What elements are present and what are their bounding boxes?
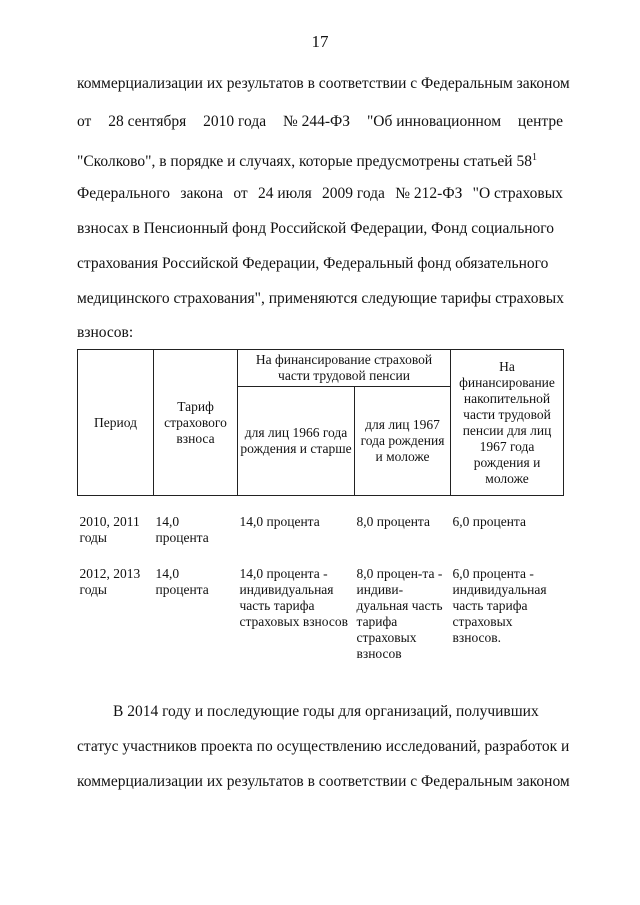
- header-tariff: Тариф страхового взноса: [154, 350, 238, 496]
- text-run: В 2014 году и последующие годы для организаций, получивших: [113, 703, 539, 720]
- intro-line-5: [77, 219, 563, 239]
- footnote-superscript: 1: [531, 152, 537, 163]
- text-run: № 244-ФЗ: [282, 113, 351, 130]
- text-run: центре: [517, 113, 563, 130]
- cell-older: 14,0 процента - индивидуальная часть тарифа страховых взносов: [239, 566, 348, 629]
- cell-funded: 6,0 процента: [452, 514, 526, 529]
- text-run: статус участников проекта по осуществлению исследований, разработок и: [77, 738, 570, 755]
- intro-line-8: [77, 323, 563, 343]
- text-run: коммерциализации их результатов в соответствии с Федеральным законом: [77, 75, 570, 92]
- cell-period: 2010, 2011 годы: [79, 514, 140, 545]
- text-run: взносов:: [77, 324, 134, 341]
- intro-line-4: [77, 184, 563, 204]
- text-run: взносах в Пенсионный фонд Российской Федерации, Фонд социального: [77, 220, 555, 237]
- header-period: Период: [78, 350, 154, 496]
- intro-line-2: [77, 112, 563, 132]
- intro-line-7: [77, 289, 563, 309]
- header-insurance-part: На финансирование страховой части трудовой пенсии: [238, 350, 451, 387]
- text-run: от: [77, 113, 92, 130]
- intro-line-6: [77, 254, 563, 274]
- text-run: 2010 года: [203, 113, 267, 130]
- text-run: 2009 года: [322, 185, 385, 202]
- closing-line-3: [77, 772, 570, 792]
- table-row: [78, 514, 564, 566]
- cell-period: 2012, 2013 годы: [79, 566, 141, 597]
- text-run: 28 сентября: [108, 113, 187, 130]
- table-row: [78, 566, 564, 682]
- text-run: "Сколково", в порядке и случаях, которые предусмотрены статьей 58: [77, 153, 532, 170]
- text-run: № 212-ФЗ: [395, 185, 463, 202]
- closing-line-2: [77, 737, 570, 757]
- header-funded-part: На финансирование накопительной части трудовой пенсии для лиц 1967 года рождения и моложе: [451, 350, 564, 496]
- table-spacer: [78, 496, 564, 515]
- text-run: "Об инновационном: [366, 113, 502, 130]
- intro-line-1: [77, 74, 570, 94]
- cell-younger: 8,0 процента: [356, 514, 430, 529]
- text-run: коммерциализации их результатов в соответствии с Федеральным законом: [77, 773, 570, 790]
- header-younger: для лиц 1967 года рождения и моложе: [355, 387, 451, 496]
- text-run: Федерального: [77, 185, 171, 202]
- table-header-row: [78, 350, 564, 387]
- tariff-table: [77, 349, 564, 682]
- text-run: страхования Российской Федерации, Федеральный фонд обязательного: [77, 255, 549, 272]
- cell-tariff: 14,0 процента: [155, 566, 209, 597]
- page-number: 17: [311, 32, 329, 51]
- text-run: закона: [180, 185, 224, 202]
- cell-older: 14,0 процента: [239, 514, 320, 529]
- cell-funded: 6,0 процента - индивидуальная часть тарифа страховых взносов.: [452, 566, 547, 645]
- intro-line-3: [77, 148, 563, 172]
- text-run: "О страховых: [472, 185, 563, 202]
- header-older: для лиц 1966 года рождения и старше: [238, 387, 355, 496]
- closing-line-1: [113, 702, 563, 722]
- text-run: медицинского страхования", применяются следующие тарифы страховых: [77, 290, 564, 307]
- text-run: от: [233, 185, 248, 202]
- text-run: 24 июля: [257, 185, 312, 202]
- cell-tariff: 14,0 процента: [155, 514, 209, 545]
- cell-younger: 8,0 процен-та - индиви-дуальная часть тарифа страховых взносов: [356, 566, 443, 661]
